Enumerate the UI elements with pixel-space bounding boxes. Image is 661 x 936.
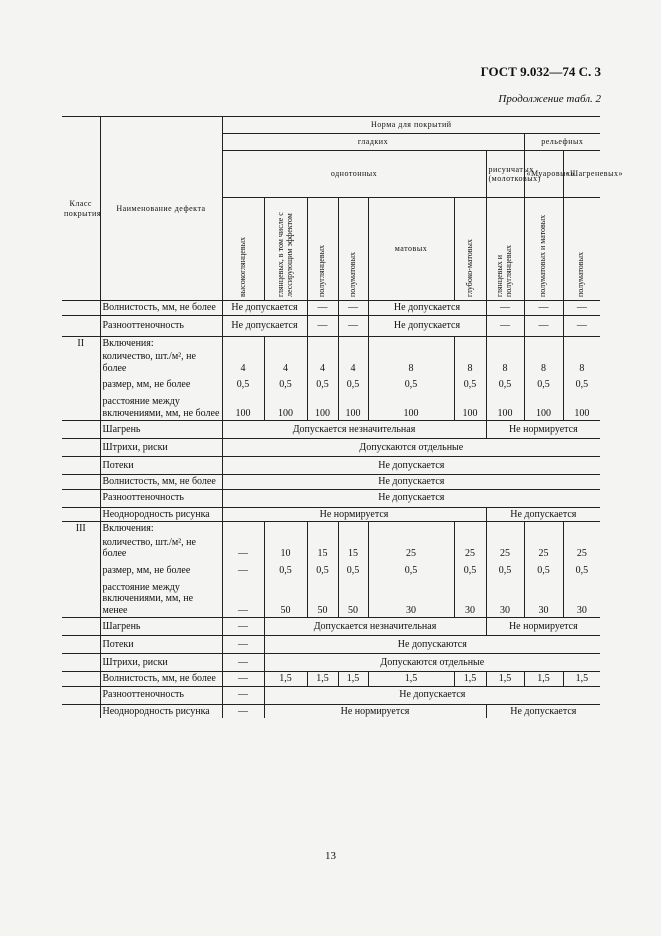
defects-table [62, 116, 623, 718]
cell: Не допускается [222, 315, 307, 336]
defect-name: количество, шт./м², не более [100, 350, 222, 375]
value-cell: 30 [486, 581, 524, 618]
value-cell: 15 [338, 536, 368, 561]
shagren-header: «Шагреневых» [563, 151, 600, 198]
value-cell: 1,5 [524, 672, 563, 687]
standard-header: ГОСТ 9.032—74 С. 3 [480, 64, 601, 79]
defect-name: Неоднородность рисунка [100, 507, 222, 522]
value-cell: 30 [524, 581, 563, 618]
value-cell: 0,5 [264, 561, 307, 581]
cell: — [222, 618, 264, 636]
sub-header: глянцевых и полуглянцевых [495, 245, 513, 297]
cell: Не допускается [368, 301, 486, 316]
value-cell: 0,5 [307, 561, 338, 581]
defect-name: Шагрень [100, 421, 222, 439]
value-cell: 1,5 [368, 672, 454, 687]
monotone-header: однотонных [222, 151, 486, 198]
defect-name: Неоднородность рисунка [100, 704, 222, 718]
value-cell: 10 [264, 536, 307, 561]
value-cell: 0,5 [368, 561, 454, 581]
value-cell: 100 [264, 395, 307, 421]
defect-name: Штрихи, риски [100, 439, 222, 457]
cell: — [524, 301, 563, 316]
value-cell: 100 [563, 395, 600, 421]
value-cell: 30 [563, 581, 600, 618]
value-cell: 8 [563, 350, 600, 375]
value-cell: 100 [307, 395, 338, 421]
cell: — [486, 315, 524, 336]
value-cell: 4 [264, 350, 307, 375]
value-cell: 1,5 [563, 672, 600, 687]
value-cell: 8 [368, 350, 454, 375]
cell: Не допускаются [264, 636, 600, 654]
cell: Не нормируется [486, 618, 600, 636]
value-cell: 0,5 [338, 561, 368, 581]
cell: Не допускается [222, 301, 307, 316]
norm-header: Норма для покрытий [222, 117, 600, 134]
value-cell: 1,5 [454, 672, 486, 687]
cell: — [222, 704, 264, 718]
class-column-header: Класс покрытия [62, 117, 100, 301]
value-cell: 100 [368, 395, 454, 421]
defect-name: размер, мм, не более [100, 375, 222, 395]
sub-header: полуматовых [576, 252, 586, 297]
cell: Не допускается [222, 475, 600, 490]
cell: — [563, 315, 600, 336]
cell: Не допускается [368, 315, 486, 336]
value-cell: 25 [368, 536, 454, 561]
defect-name: Разнооттеночность [100, 686, 222, 704]
cell: — [563, 301, 600, 316]
value-cell: 50 [264, 581, 307, 618]
cell: Не допускается [222, 489, 600, 507]
value-cell: 30 [368, 581, 454, 618]
class-label: III [62, 522, 100, 536]
value-cell: — [222, 536, 264, 561]
cell: Не нормируется [222, 507, 486, 522]
cell: — [338, 315, 368, 336]
value-cell: 25 [454, 536, 486, 561]
sub-header: полуглянцевых [317, 245, 327, 297]
value-cell: 25 [563, 536, 600, 561]
value-cell: 50 [338, 581, 368, 618]
cell: Допускается незначительная [264, 618, 486, 636]
cell: Не допускается [486, 507, 600, 522]
value-cell: 0,5 [524, 375, 563, 395]
value-cell: 0,5 [563, 561, 600, 581]
value-cell: 100 [338, 395, 368, 421]
defect-name: Волнистость, мм, не более [100, 672, 222, 687]
value-cell: 1,5 [307, 672, 338, 687]
value-cell: 0,5 [307, 375, 338, 395]
value-cell: — [222, 672, 264, 687]
cell: — [486, 301, 524, 316]
defect-name: расстояние между включениями, мм, не более [100, 395, 222, 421]
value-cell: 0,5 [486, 561, 524, 581]
sub-header: полуматовых [347, 252, 357, 297]
value-cell: 8 [454, 350, 486, 375]
cell: Допускаются отдельные [222, 439, 600, 457]
page-number: 13 [325, 850, 336, 862]
cell: Не допускается [222, 457, 600, 475]
value-cell: 0,5 [524, 561, 563, 581]
cell: Допускается незначительная [222, 421, 486, 439]
cell: Не нормируется [486, 421, 600, 439]
defect-name: Шагрень [100, 618, 222, 636]
value-cell: 1,5 [486, 672, 524, 687]
value-cell: 4 [338, 350, 368, 375]
defect-column-header: Наименование дефекта [100, 117, 222, 301]
value-cell: 0,5 [563, 375, 600, 395]
value-cell: 100 [222, 395, 264, 421]
value-cell: 8 [486, 350, 524, 375]
defect-name: Потеки [100, 636, 222, 654]
defect-name: Разнооттеночность [100, 315, 222, 336]
value-cell: 0,5 [454, 561, 486, 581]
value-cell: 0,5 [338, 375, 368, 395]
cell: Не нормируется [264, 704, 486, 718]
cell: Не допускается [486, 704, 600, 718]
sub-header: высокоглянцевых [237, 237, 247, 297]
smooth-header: гладких [222, 134, 524, 151]
value-cell: 0,5 [264, 375, 307, 395]
value-cell: 50 [307, 581, 338, 618]
cell: — [338, 301, 368, 316]
value-cell: 15 [307, 536, 338, 561]
patterned-header: рисунчатых (молотковых) [486, 151, 524, 198]
cell: — [307, 315, 338, 336]
value-cell: 25 [486, 536, 524, 561]
value-cell: 100 [486, 395, 524, 421]
cell: — [222, 636, 264, 654]
sub-header: матовых [368, 198, 454, 301]
sub-header: полуматовых и матовых [538, 214, 548, 297]
value-cell: 0,5 [486, 375, 524, 395]
sub-header: глубоко-матовых [464, 239, 474, 297]
value-cell: — [222, 561, 264, 581]
relief-header: рельефных [524, 134, 600, 151]
defect-name: размер, мм, не более [100, 561, 222, 581]
cell: — [307, 301, 338, 316]
class-label: II [62, 336, 100, 350]
defect-name: Включения: [100, 336, 222, 350]
cell: — [222, 686, 264, 704]
defect-name: Штрихи, риски [100, 654, 222, 672]
cell: Не допускается [264, 686, 600, 704]
value-cell: 0,5 [454, 375, 486, 395]
value-cell: 25 [524, 536, 563, 561]
cell: Допускаются отдельные [264, 654, 600, 672]
value-cell: — [222, 581, 264, 618]
value-cell: 100 [524, 395, 563, 421]
defect-name: Потеки [100, 457, 222, 475]
cell: — [524, 315, 563, 336]
defect-name: Разнооттеночность [100, 489, 222, 507]
defect-name: Волнистость, мм, не более [100, 475, 222, 490]
cell: — [222, 654, 264, 672]
defect-name: расстояние между включениями, мм, не менее [100, 581, 222, 618]
table-continuation-label: Продолжение табл. 2 [498, 93, 601, 105]
value-cell: 0,5 [222, 375, 264, 395]
sub-header: глянцевых, в том числе с лессирующим эффектом [275, 212, 294, 297]
value-cell: 4 [307, 350, 338, 375]
defect-name: Волнистость, мм, не более [100, 301, 222, 316]
defect-name: количество, шт./м², не более [100, 536, 222, 561]
defect-name: Включения: [100, 522, 222, 536]
value-cell: 4 [222, 350, 264, 375]
value-cell: 8 [524, 350, 563, 375]
value-cell: 1,5 [338, 672, 368, 687]
value-cell: 30 [454, 581, 486, 618]
moire-header: «Муаровых» [524, 151, 563, 198]
value-cell: 0,5 [368, 375, 454, 395]
value-cell: 100 [454, 395, 486, 421]
value-cell: 1,5 [264, 672, 307, 687]
